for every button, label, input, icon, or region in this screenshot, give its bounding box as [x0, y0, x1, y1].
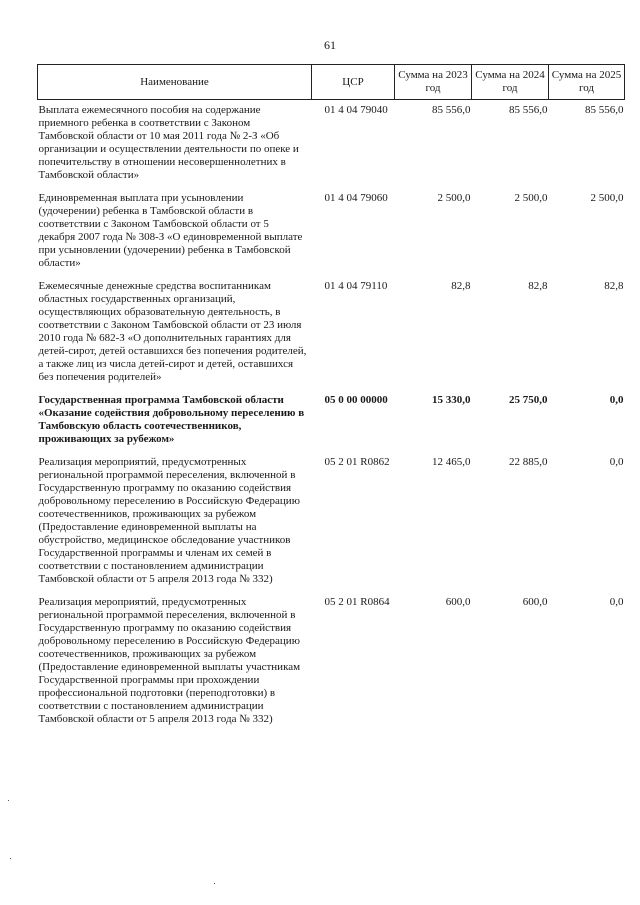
row-sum-2024: 2 500,0	[514, 192, 548, 204]
scan-speck	[214, 883, 215, 884]
table-row	[38, 100, 625, 189]
header-sum-2025: Сумма на 2025 год	[549, 65, 625, 100]
table-header-row	[38, 65, 625, 100]
row-sum-2023: 85 556,0	[432, 104, 471, 116]
row-code: 01 4 04 79110	[324, 280, 388, 292]
row-name: Реализация мероприятий, предусмотренных региональной программой переселения, включенной в Государственную программу по оказанию содействия добровольному переселению в Российскую Федерацию соотечественников, проживающих за рубежом (Предоставление единовременной выплаты на обустройство, медицинское обследование участников Государственной программы и членам их семей в соответствии с постановлением администрации Тамбовской области от 5 апреля 2013 года № 332)	[38, 456, 300, 585]
row-sum-2023: 600,0	[445, 596, 471, 608]
page-number: 61	[324, 38, 336, 52]
row-name: Единовременная выплата при усыновлении (удочерении) ребенка в Тамбовской области в соответствии с Законом Тамбовской области от 5 декабря 2007 года № 308-З «О единовременной выплате при усыновлении (удочерении) ребенка в Тамбовской области»	[38, 192, 303, 269]
header-name: Наименование	[38, 65, 312, 100]
row-sum-2024: 85 556,0	[509, 104, 548, 116]
row-code: 05 2 01 R0864	[324, 596, 390, 608]
row-sum-2023: 2 500,0	[437, 192, 471, 204]
row-sum-2024: 22 885,0	[509, 456, 548, 468]
row-sum-2025: 0,0	[609, 596, 624, 608]
row-sum-2024: 82,8	[528, 280, 548, 292]
table-row-program	[38, 390, 625, 452]
row-code: 01 4 04 79040	[324, 104, 388, 116]
table-row	[38, 188, 625, 276]
table-row	[38, 276, 625, 390]
row-sum-2025: 2 500,0	[590, 192, 624, 204]
table-row	[38, 592, 625, 732]
row-sum-2025: 85 556,0	[585, 104, 624, 116]
budget-table	[37, 64, 625, 732]
row-sum-2024: 25 750,0	[509, 394, 548, 406]
row-code: 01 4 04 79060	[324, 192, 388, 204]
row-name: Ежемесячные денежные средства воспитанникам областных государственных организаций, осуществляющих образовательную деятельность, в соответствии с Законом Тамбовской области от 23 июля 2010 года № 682-З «О дополнительных гарантиях для детей-сирот, детей оставшихся без попечения родителей, а также лиц из числа детей-сирот и детей, оставшихся без попечения родителей»	[38, 280, 307, 383]
row-sum-2025: 0,0	[609, 394, 624, 406]
row-sum-2025: 0,0	[609, 456, 624, 468]
row-name: Государственная программа Тамбовской области «Оказание содействия добровольному переселению в Тамбовскую область соотечественников, проживающих за рубежом»	[38, 394, 305, 445]
scan-speck	[10, 858, 11, 859]
row-sum-2023: 82,8	[451, 280, 471, 292]
table-row	[38, 452, 625, 592]
row-sum-2023: 15 330,0	[432, 394, 471, 406]
row-code: 05 0 00 00000	[324, 394, 388, 406]
row-name: Выплата ежемесячного пособия на содержание приемного ребенка в соответствии с Законом Тамбовской области от 10 мая 2011 года № 2-З «Об организации и осуществлении деятельности по опеке и попечительству в отношении несовершеннолетних в Тамбовской области»	[38, 104, 299, 181]
header-sum-2023: Сумма на 2023 год	[395, 65, 472, 100]
row-name: Реализация мероприятий, предусмотренных региональной программой переселения, включенной в Государственную программу по оказанию содействия добровольному переселению в Российскую Федерацию соотечественников, проживающих за рубежом (Предоставление единовременной выплаты участникам Государственной программы при прохождении профессиональной подготовки (переподготовки) в соответствии с постановлением администрации Тамбовской области от 5 апреля 2013 года № 332)	[38, 596, 301, 725]
row-code: 05 2 01 R0862	[324, 456, 390, 468]
header-sum-2024: Сумма на 2024 год	[472, 65, 549, 100]
row-sum-2024: 600,0	[522, 596, 548, 608]
row-sum-2023: 12 465,0	[432, 456, 471, 468]
row-sum-2025: 82,8	[604, 280, 624, 292]
header-code: ЦСР	[312, 65, 395, 100]
scan-speck	[8, 800, 9, 801]
